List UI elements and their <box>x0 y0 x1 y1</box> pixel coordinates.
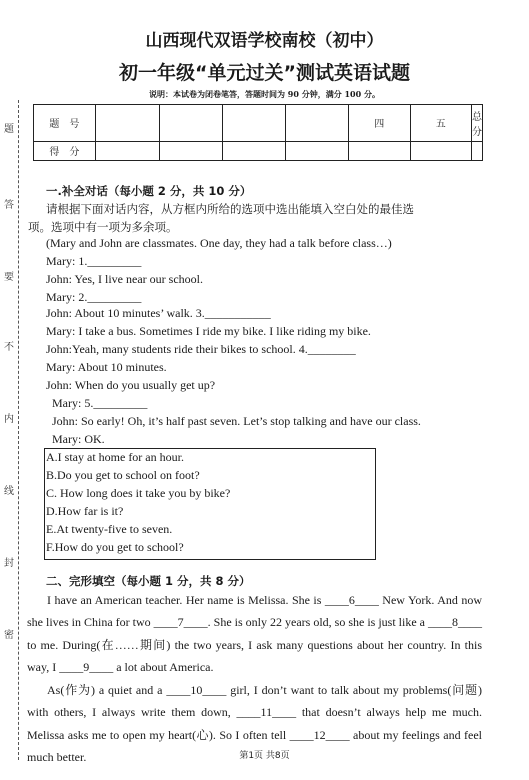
dialogue-line: Mary: 2._________ <box>46 290 142 304</box>
dialogue-line: John: Yes, I live near our school. <box>46 272 203 286</box>
score-entry[interactable] <box>222 141 285 160</box>
score-entry[interactable] <box>349 141 410 160</box>
option-item: B.Do you get to school on foot? <box>46 468 200 482</box>
option-item: C. How long does it take you by bike? <box>46 486 231 500</box>
score-entry[interactable] <box>285 141 348 160</box>
binding-char: 答 <box>4 200 14 211</box>
cloze-paragraph: I have an American teacher. Her name is Melissa. She is ____6____ New York. And now she lives in China for two ____7____. She is only 22 years old, so she is just like a ____8____ to me. During(在……期间) the two years, I ask many questions about her country. In this way, I ____9____ a lot about America. <box>27 593 482 674</box>
binding-line <box>18 100 19 760</box>
dialogue-line: Mary: About 10 minutes. <box>46 360 167 374</box>
section1-heading: 一.补全对话（每小题 2 分，共 10 分） <box>46 184 252 198</box>
score-cell: 得 分 <box>34 141 96 160</box>
school-name: 山西现代双语学校南校（初中） <box>145 31 384 51</box>
binding-char: 不 <box>4 342 14 353</box>
page-footer: 第1页 共8页 <box>239 751 290 761</box>
dialogue-line: (Mary and John are classmates. One day, they had a talk before class…) <box>46 236 392 250</box>
score-table-header-row <box>34 105 483 142</box>
score-cell: 题 号 <box>34 105 96 142</box>
dialogue-line: Mary: OK. <box>52 432 105 446</box>
score-cell <box>95 105 159 142</box>
option-item: E.At twenty-five to seven. <box>46 522 173 536</box>
score-cell <box>159 105 222 142</box>
binding-char: 题 <box>4 124 14 135</box>
dialogue-line: John: When do you usually get up? <box>46 378 216 392</box>
option-item: F.How do you get to school? <box>46 540 184 554</box>
score-cell: 四 <box>349 105 410 142</box>
score-entry[interactable] <box>472 141 483 160</box>
section1-instruction-cont: 项。选项中有一项为多余项。 <box>28 220 178 234</box>
score-entry[interactable] <box>410 141 471 160</box>
score-cell <box>285 105 348 142</box>
option-item: D.How far is it? <box>46 504 124 518</box>
section1-instruction: 请根据下面对话内容，从方框内所给的选项中选出能填入空白处的最佳选 <box>46 202 414 216</box>
score-cell: 总 分 <box>472 105 483 142</box>
section2-heading: 二、完形填空（每小题 1 分，共 8 分） <box>46 574 251 588</box>
dialogue-line: Mary: 5._________ <box>52 396 148 410</box>
exam-title: 初一年级“单元过关”测试英语试题 <box>119 62 410 84</box>
dialogue-line: John: So early! Oh, it’s half past seven. Let’s stop talking and have our class. <box>52 414 421 428</box>
score-entry[interactable] <box>95 141 159 160</box>
binding-char: 内 <box>4 414 14 425</box>
binding-char: 要 <box>4 272 14 283</box>
dialogue-line: Mary: I take a bus. Sometimes I ride my bike. I like riding my bike. <box>46 324 371 338</box>
binding-char: 密 <box>4 630 14 641</box>
score-entry[interactable] <box>159 141 222 160</box>
dialogue-line: John: About 10 minutes’ walk. 3.___________ <box>46 306 271 320</box>
binding-char: 封 <box>4 558 14 569</box>
score-cell: 五 <box>410 105 471 142</box>
option-item: A.I stay at home for an hour. <box>46 450 184 464</box>
dialogue-line: Mary: 1._________ <box>46 254 142 268</box>
exam-instructions: 说明：本试卷为闭卷笔答，答题时间为 90 分钟，满分 100 分。 <box>149 89 380 99</box>
score-cell <box>222 105 285 142</box>
score-table-score-row <box>34 141 483 160</box>
dialogue-line: John:Yeah, many students ride their bikes to school. 4.________ <box>46 342 356 356</box>
score-table <box>33 104 483 161</box>
binding-char: 线 <box>4 486 14 497</box>
cloze-paragraph: As(作为) a quiet and a ____10____ girl, I don’t want to talk about my problems(问题) with others, I always write them down, ____11____ that doesn’t always help me much. Melissa asks me to open my heart(心). So I often tell ____12____ about my feelings and feel much better. <box>27 683 482 764</box>
